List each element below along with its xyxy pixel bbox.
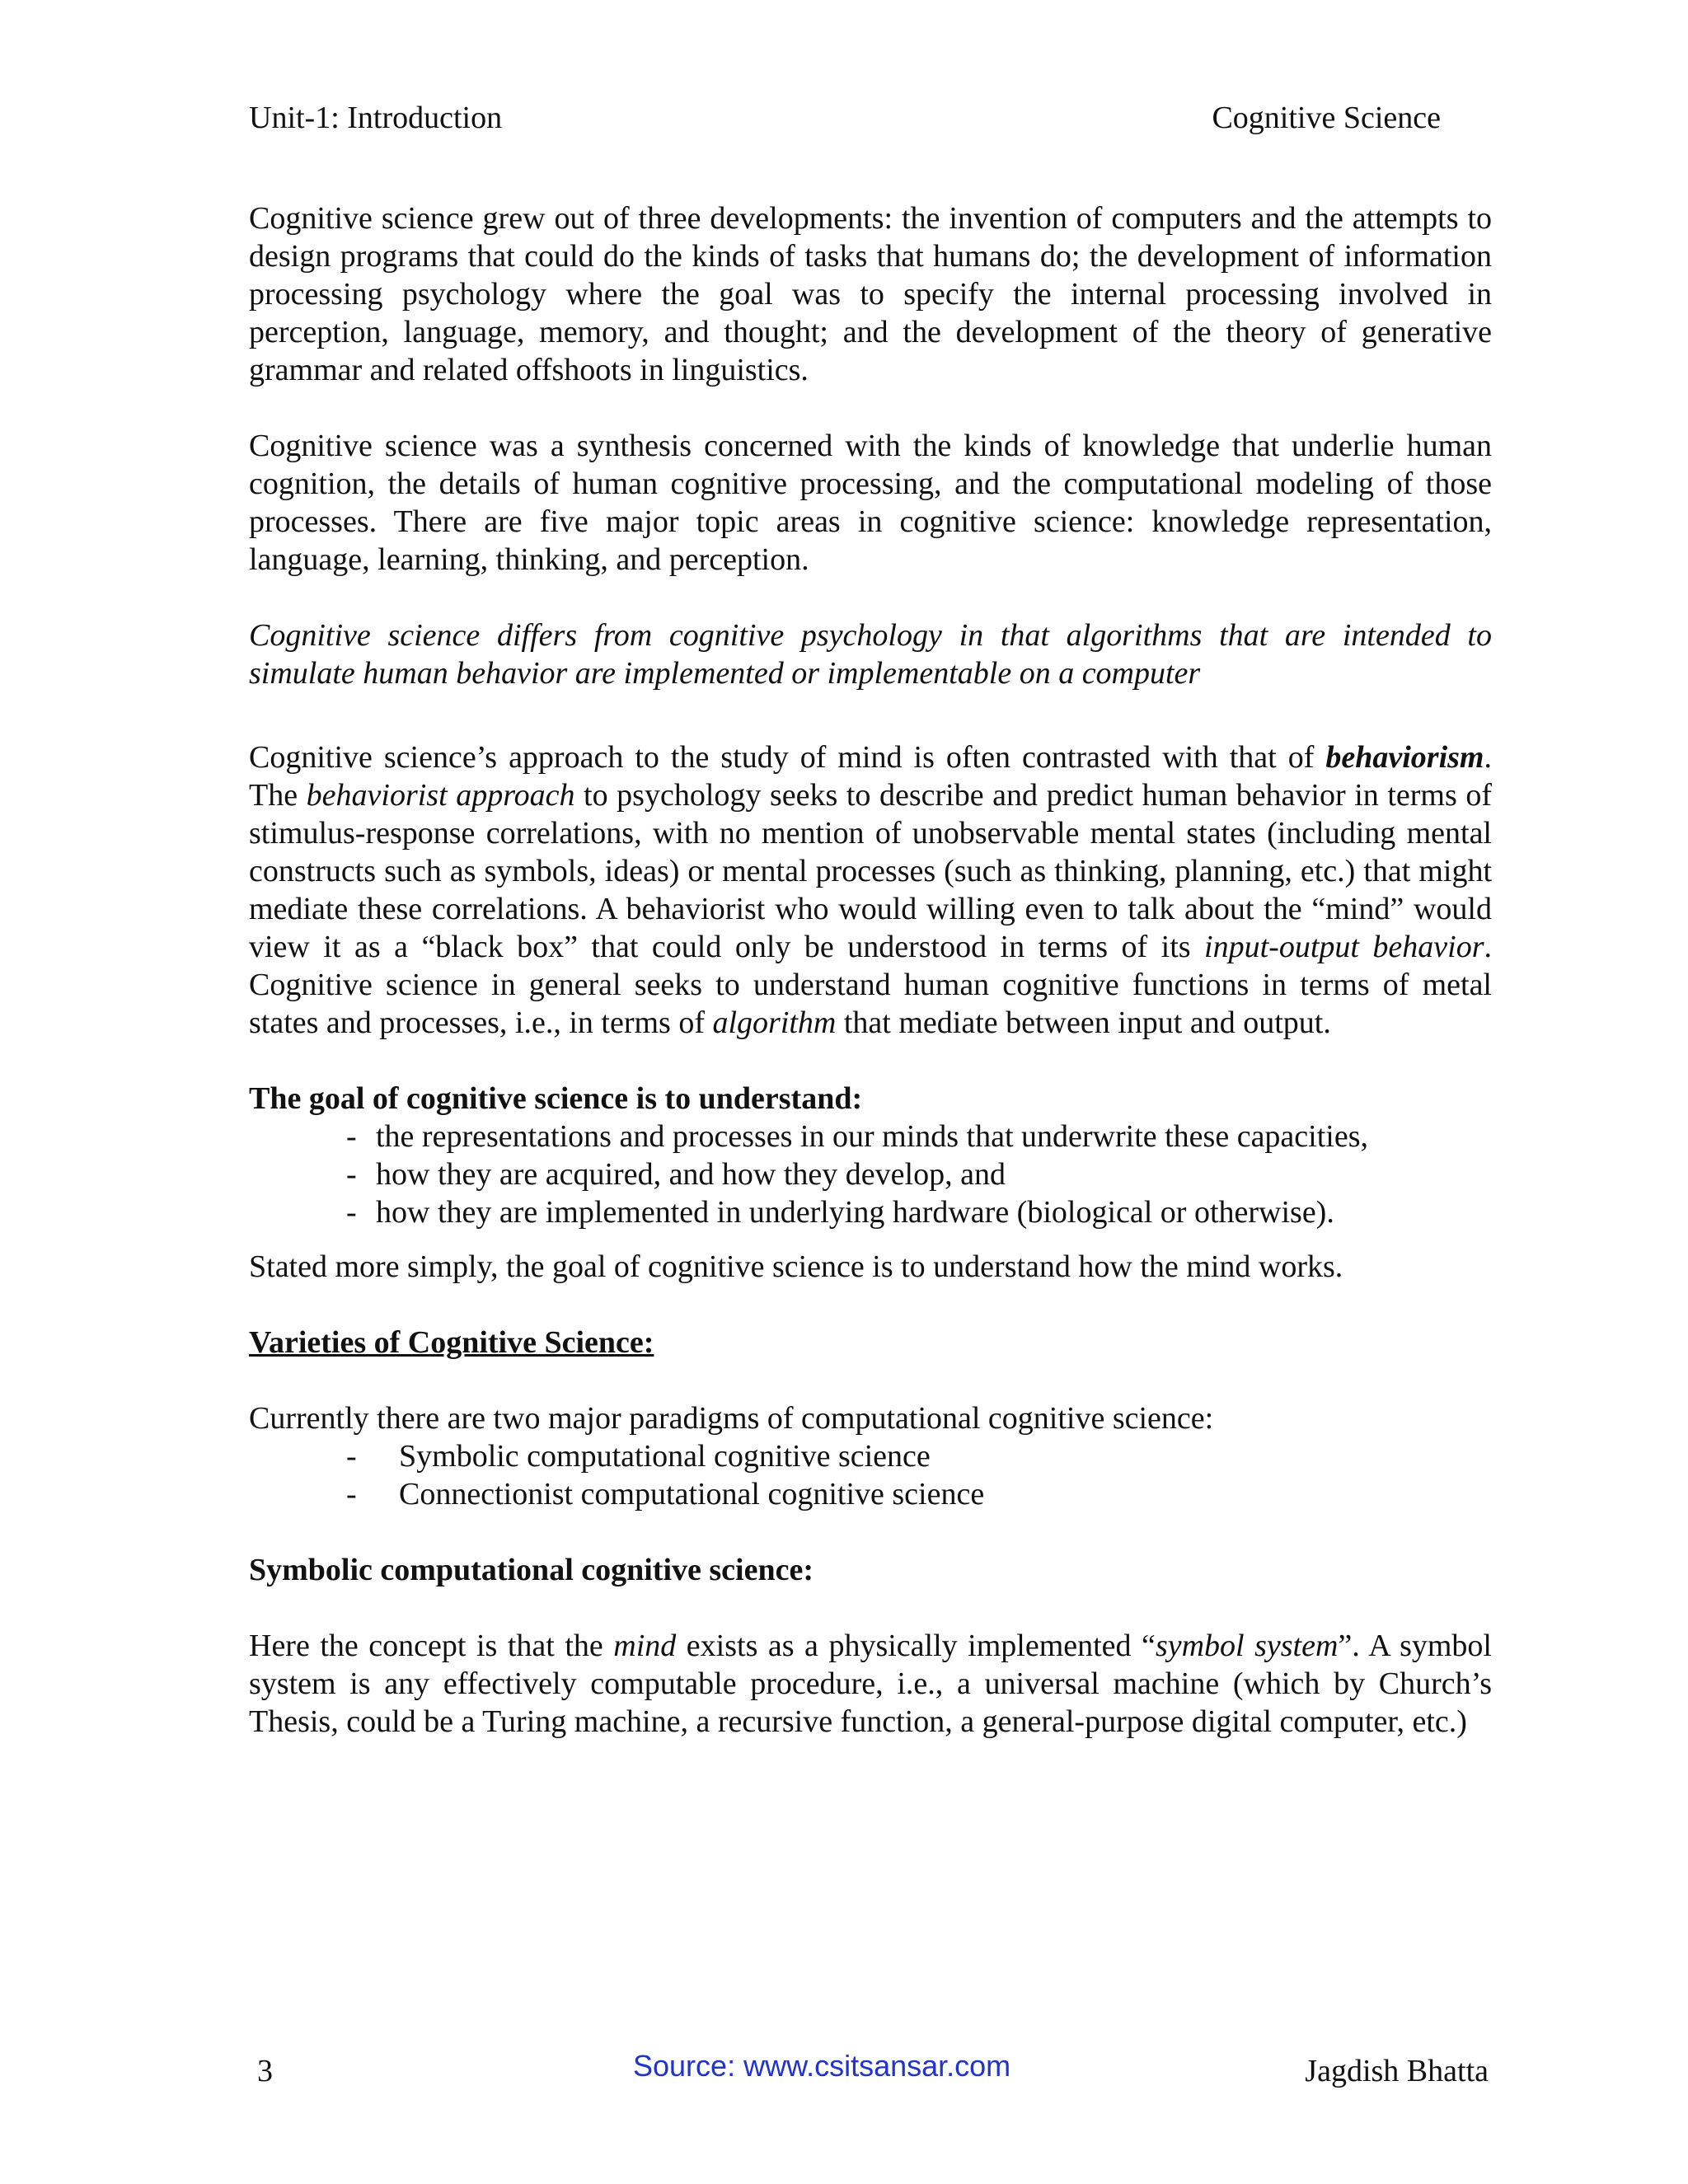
header-unit-title: Unit-1: Introduction: [249, 101, 503, 135]
symbol-system-term: symbol system: [1155, 1629, 1339, 1663]
dash-bullet: -: [346, 1157, 357, 1192]
goal-heading: The goal of cognitive science is to understand:: [249, 1081, 863, 1116]
input-output-term: input-output behavior: [1204, 930, 1484, 964]
page-number: 3: [257, 2054, 273, 2088]
author-name: Jagdish Bhatta: [1305, 2054, 1489, 2088]
goal-list-item: - how they are acquired, and how they develop, and: [346, 1157, 1006, 1192]
algorithm-term: algorithm: [712, 1005, 837, 1040]
header-subject: Cognitive Science: [1212, 101, 1441, 135]
paragraph-symbol-system: Here the concept is that the mind exists as a physically implemented “symbol system”. A symbol system is any effectively computable procedure, i.e., a universal machine (which by Church’s Thesis, could be a Turing machine, a recursive function, a general-purpose digital computer, etc.): [249, 1629, 1492, 1739]
dash-bullet: -: [346, 1477, 357, 1511]
behaviorism-text-5: that mediate between input and output.: [836, 1005, 1331, 1040]
paradigm-list: [249, 1437, 1492, 1513]
source-link[interactable]: Source: www.csitsansar.com: [633, 2049, 1011, 2083]
dash-bullet: -: [346, 1119, 357, 1154]
behaviorist-approach-term: behaviorist approach: [306, 778, 575, 813]
goal-list-item: - the representations and processes in our minds that underwrite these capacities,: [346, 1119, 1368, 1154]
varieties-heading: Varieties of Cognitive Science:: [249, 1325, 654, 1360]
page-footer: [249, 2047, 1492, 2088]
goal-summary: Stated more simply, the goal of cognitive science is to understand how the mind works.: [249, 1249, 1343, 1284]
varieties-intro: Currently there are two major paradigms of computational cognitive science:: [249, 1401, 1214, 1436]
symbolic-heading: Symbolic computational cognitive science:: [249, 1553, 814, 1587]
goal-list-item: - how they are implemented in underlying hardware (biological or otherwise).: [346, 1195, 1334, 1230]
paradigm-list-item: - Symbolic computational cognitive science: [346, 1439, 931, 1474]
paragraph-origins: Cognitive science grew out of three developments: the invention of computers and the attempts to design programs that could do the kinds of tasks that humans do; the development of information processing psychology where the goal was to specify the internal processing involved in perception, language, memory, and thought; and the development of the theory of generative grammar and related offshoots in linguistics.: [249, 201, 1492, 387]
behaviorism-text-3: to psychology seeks to describe and predict human behavior in terms of stimulus-response correlations, with no mention of unobservable mental states (including mental constructs such as symbols, ideas) or mental processes (such as thinking, planning, etc.) that might mediate these correlations. A behaviorist who would willing even to talk about the “mind” would view it as a “black box” that could only be understood in terms of its: [249, 778, 1492, 964]
behaviorism-text-1: Cognitive science’s approach to the study of mind is often contrasted with that of: [249, 740, 1326, 775]
paradigm-list-item: - Connectionist computational cognitive science: [346, 1477, 985, 1511]
paragraph-synthesis: Cognitive science was a synthesis concerned with the kinds of knowledge that underlie human cognition, the details of human cognitive processing, and the computational modeling of those processes. There are five major topic areas in cognitive science: knowledge representation, language, learning, thinking, and perception.: [249, 429, 1492, 577]
dash-bullet: -: [346, 1195, 357, 1230]
paragraph-difference: Cognitive science differs from cognitive psychology in that algorithms that are intended to simulate human behavior are implemented or implementable on a computer: [249, 618, 1492, 691]
goal-list: [249, 1118, 1492, 1231]
mind-term: mind: [613, 1629, 677, 1663]
dash-bullet: -: [346, 1439, 357, 1474]
behaviorism-term: behaviorism: [1325, 740, 1484, 775]
paragraph-behaviorism: [249, 738, 1492, 1042]
page-header: [249, 99, 1441, 137]
behaviorism-text-2: . The: [249, 740, 1492, 813]
behaviorism-text-4: . Cognitive science in general seeks to understand human cognitive functions in terms of metal states and processes, i.e., in terms of: [249, 930, 1492, 1040]
document-body: [249, 199, 1492, 1741]
